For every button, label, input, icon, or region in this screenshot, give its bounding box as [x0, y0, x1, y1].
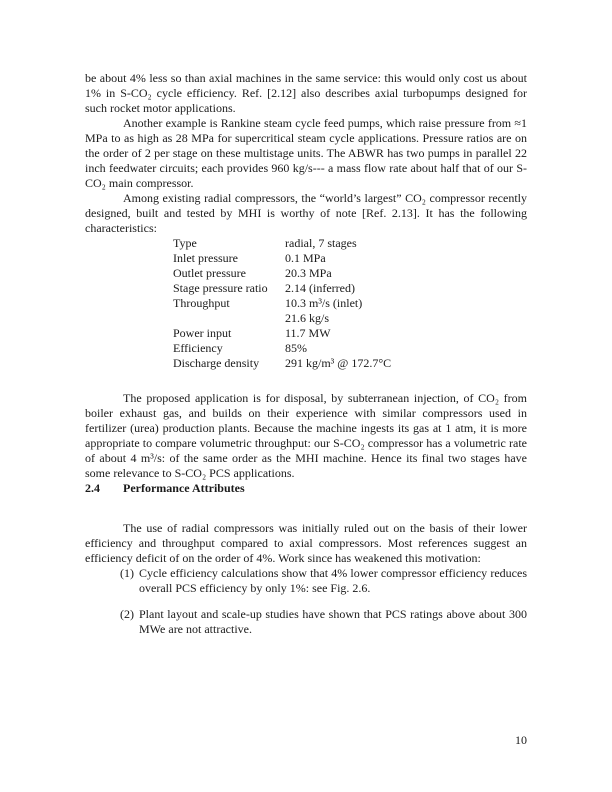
- table-row: [173, 236, 527, 251]
- spec-label: Outlet pressure: [173, 266, 246, 280]
- spec-value: 0.1 MPa: [285, 251, 326, 265]
- spec-label: Type: [173, 236, 197, 250]
- list-item-text: Cycle efficiency calculations show that 4% lower compressor efficiency reduces overall PCS efficiency by only 1%: see Fig. 2.6.: [139, 566, 527, 595]
- table-row: [173, 326, 527, 341]
- table-row: [173, 311, 527, 326]
- table-row: [173, 281, 527, 296]
- paragraph-rankine-feed-pumps: Another example is Rankine steam cycle feed pumps, which raise pressure from ≈1 MPa to as high as 28 MPa for supercritical steam cycle applications. Pressure ratios are on the order of 2 per stage on these multistage units. The ABWR has two pumps in parallel 22 inch feedwater circuits; each provides 960 kg/s--- a mass flow rate about half that of our S-CO₂ main compressor.: [85, 116, 527, 190]
- spec-label: Throughput: [173, 296, 230, 310]
- spec-value: 291 kg/m³ @ 172.7°C: [285, 356, 392, 370]
- table-row: [173, 251, 527, 266]
- table-row: [173, 266, 527, 281]
- spec-value: 2.14 (inferred): [285, 281, 355, 295]
- table-row: [173, 296, 527, 311]
- list-item: [120, 566, 527, 596]
- spec-value: 10.3 m³/s (inlet): [285, 296, 363, 310]
- spec-label: Power input: [173, 326, 232, 340]
- spec-value: 85%: [285, 341, 307, 355]
- page-footer: [85, 733, 527, 748]
- numbered-list: [120, 566, 527, 637]
- spec-label: Stage pressure ratio: [173, 281, 268, 295]
- spec-label: [173, 311, 285, 326]
- list-item-text: Plant layout and scale-up studies have shown that PCS ratings above about 300 MWe are not attractive.: [139, 607, 527, 636]
- section-title: Performance Attributes: [123, 481, 245, 495]
- spec-label: Inlet pressure: [173, 251, 238, 265]
- list-item: [120, 607, 527, 637]
- spec-label: Efficiency: [173, 341, 223, 355]
- list-item-number: (2): [120, 607, 134, 621]
- page-number: 10: [515, 733, 527, 747]
- spec-value: 11.7 MW: [285, 326, 331, 340]
- spec-value: radial, 7 stages: [285, 236, 357, 250]
- section-heading: [85, 481, 527, 496]
- table-row: [173, 356, 527, 371]
- paragraph-mhi-compressor: Among existing radial compressors, the “world’s largest” CO₂ compressor recently designed, built and tested by MHI is worthy of note [Ref. 2.13]. It has the following characteristics:: [85, 191, 527, 235]
- compressor-spec-table: [173, 236, 527, 371]
- spec-value: 21.6 kg/s: [285, 311, 330, 325]
- paragraph-performance-attributes: The use of radial compressors was initially ruled out on the basis of their lower efficiency and throughput compared to axial compressors. Most references suggest an efficiency deficit of on the order of 4%. Work since has weakened this motivation:: [85, 521, 527, 565]
- spec-label: Discharge density: [173, 356, 260, 370]
- spec-value: 20.3 MPa: [285, 266, 332, 280]
- list-item-number: (1): [120, 566, 134, 580]
- paragraph-proposed-application: The proposed application is for disposal, by subterranean injection, of CO₂ from boiler exhaust gas, and builds on their experience with similar compressors used in fertilizer (urea) production plants. Because the machine ingests its gas at 1 atm, it is more appropriate to compare volumetric throughput: our S-CO₂ compressor has a volumetric rate of about 4 m³/s: of the same order as the MHI machine. Hence its final two stages have some relevance to S-CO₂ PCS applications.: [85, 391, 527, 480]
- section-number: 2.4: [85, 481, 100, 495]
- table-row: [173, 341, 527, 356]
- paragraph-continuation-axial-machines: be about 4% less so than axial machines in the same service: this would only cost us about 1% in S-CO₂ cycle efficiency. Ref. [2.12] also describes axial turbopumps designed for such rocket motor applications.: [85, 71, 527, 115]
